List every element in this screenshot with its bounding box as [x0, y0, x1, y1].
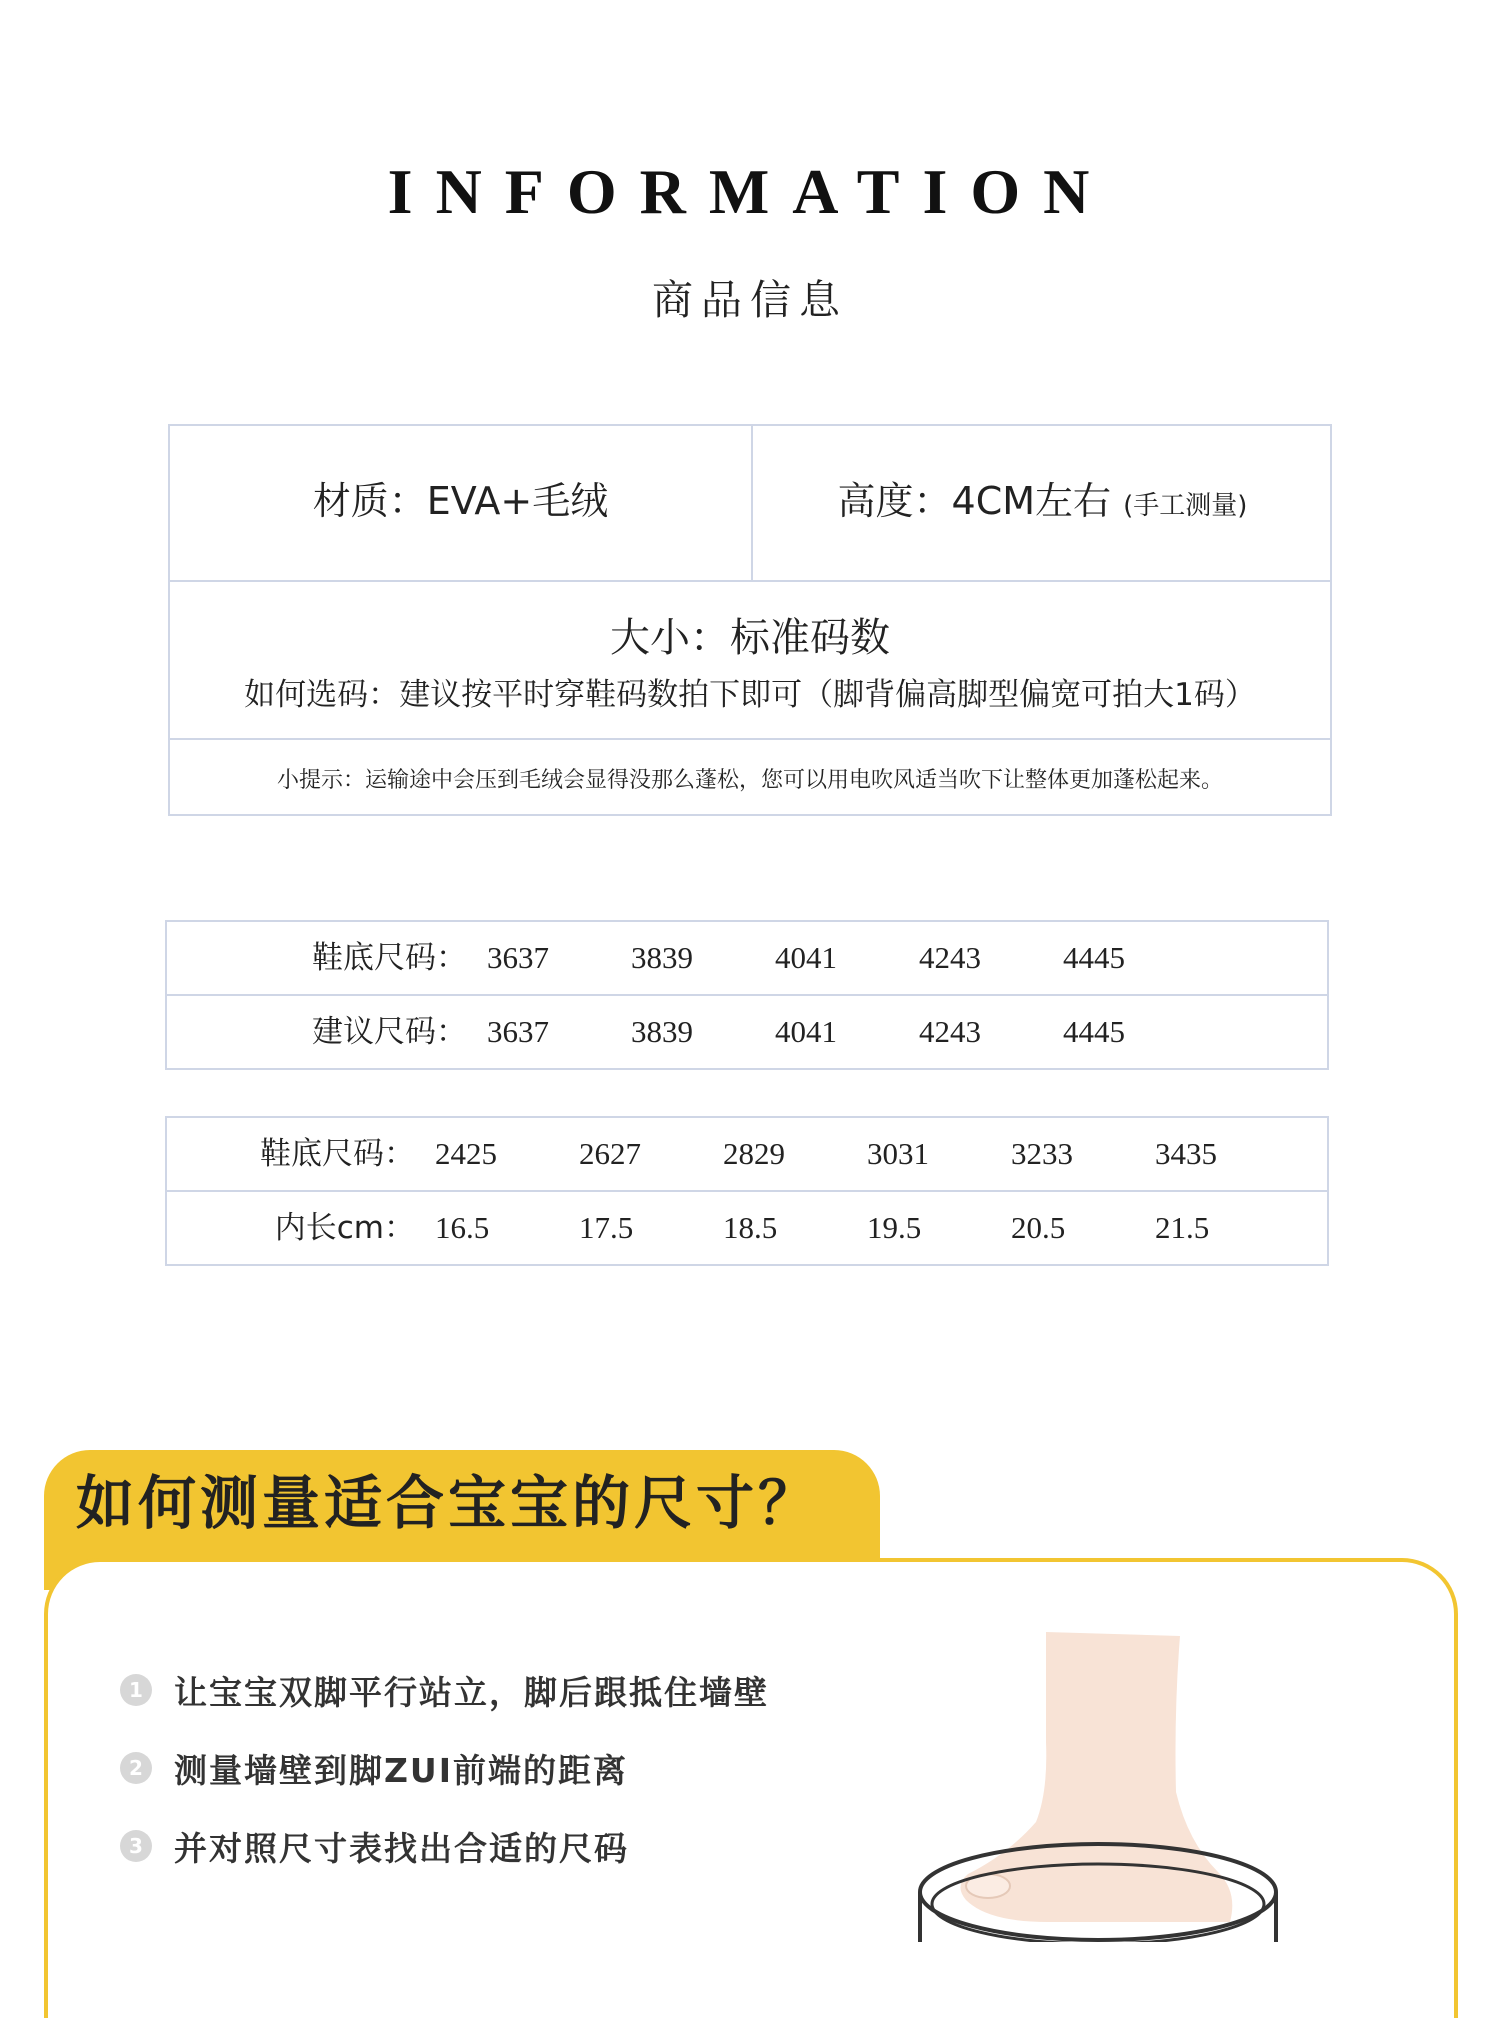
step-2: [120, 1746, 628, 1790]
cell-value: 3031: [867, 1136, 929, 1171]
size-table-adult: [165, 920, 1329, 1070]
cell-value: 2425: [435, 1136, 497, 1171]
height-note: (手工测量): [1123, 491, 1248, 521]
size-label: 大小：标准码数: [610, 615, 890, 661]
size-table-kids: [165, 1116, 1329, 1266]
page-subtitle: 商品信息: [652, 276, 848, 324]
row-label: 鞋底尺码：: [312, 940, 467, 976]
cell-value: 20.5: [1011, 1210, 1066, 1245]
cell-value: 3637: [487, 940, 549, 975]
size-guide-text: 如何选码：建议按平时穿鞋码数拍下即可（脚背偏高脚型偏宽可拍大1码）: [244, 677, 1256, 713]
step-number-icon: 2: [120, 1752, 152, 1784]
cell-value: 4445: [1063, 1014, 1125, 1049]
tip-text: 小提示：运输途中会压到毛绒会显得没那么蓬松，您可以用电吹风适当吹下让整体更加蓬松起来。: [276, 768, 1223, 793]
height-cell: [753, 479, 1332, 523]
cell-value: 2627: [579, 1136, 641, 1171]
cell-value: 19.5: [867, 1210, 922, 1245]
step-text: 测量墙壁到脚ZUI前端的距离: [174, 1750, 629, 1790]
cell-value: 18.5: [723, 1210, 778, 1245]
cell-value: 17.5: [579, 1210, 634, 1245]
measure-panel: [44, 1558, 1458, 2018]
step-number-icon: 1: [120, 1674, 152, 1706]
table-row: [167, 1118, 1327, 1192]
product-info-box: [168, 424, 1332, 816]
row-label: 鞋底尺码：: [260, 1136, 415, 1172]
step-number-icon: 3: [120, 1830, 152, 1862]
step-text: 让宝宝双脚平行站立，脚后跟抵住墙壁: [174, 1672, 769, 1712]
row-label: 内长cm：: [274, 1210, 415, 1246]
cell-value: 3839: [631, 1014, 693, 1049]
step-3: [120, 1824, 629, 1868]
cell-value: 4041: [775, 940, 837, 975]
cell-value: 16.5: [435, 1210, 490, 1245]
cell-value: 21.5: [1155, 1210, 1210, 1245]
measure-title: 如何测量适合宝宝的尺寸？: [76, 1469, 821, 1537]
foot-illustration: [918, 1592, 1338, 1942]
cell-value: 3435: [1155, 1136, 1217, 1171]
cell-value: 4243: [919, 940, 981, 975]
page-title: INFORMATION: [387, 156, 1113, 227]
table-row: [167, 996, 1327, 1070]
height-label: 高度：4CM左右: [837, 479, 1112, 523]
step-text: 并对照尺寸表找出合适的尺码: [174, 1828, 629, 1868]
step-1: [120, 1668, 769, 1712]
cell-value: 3637: [487, 1014, 549, 1049]
table-row: [167, 922, 1327, 996]
cell-value: 4041: [775, 1014, 837, 1049]
cell-value: 3233: [1011, 1136, 1073, 1171]
cell-value: 2829: [723, 1136, 785, 1171]
cell-value: 4243: [919, 1014, 981, 1049]
measure-section: [44, 1450, 1458, 1970]
row-label: 建议尺码：: [312, 1014, 467, 1050]
material-label: 材质：EVA+毛绒: [312, 479, 609, 523]
table-row: [167, 1192, 1327, 1266]
cell-value: 3839: [631, 940, 693, 975]
cell-value: 4445: [1063, 940, 1125, 975]
